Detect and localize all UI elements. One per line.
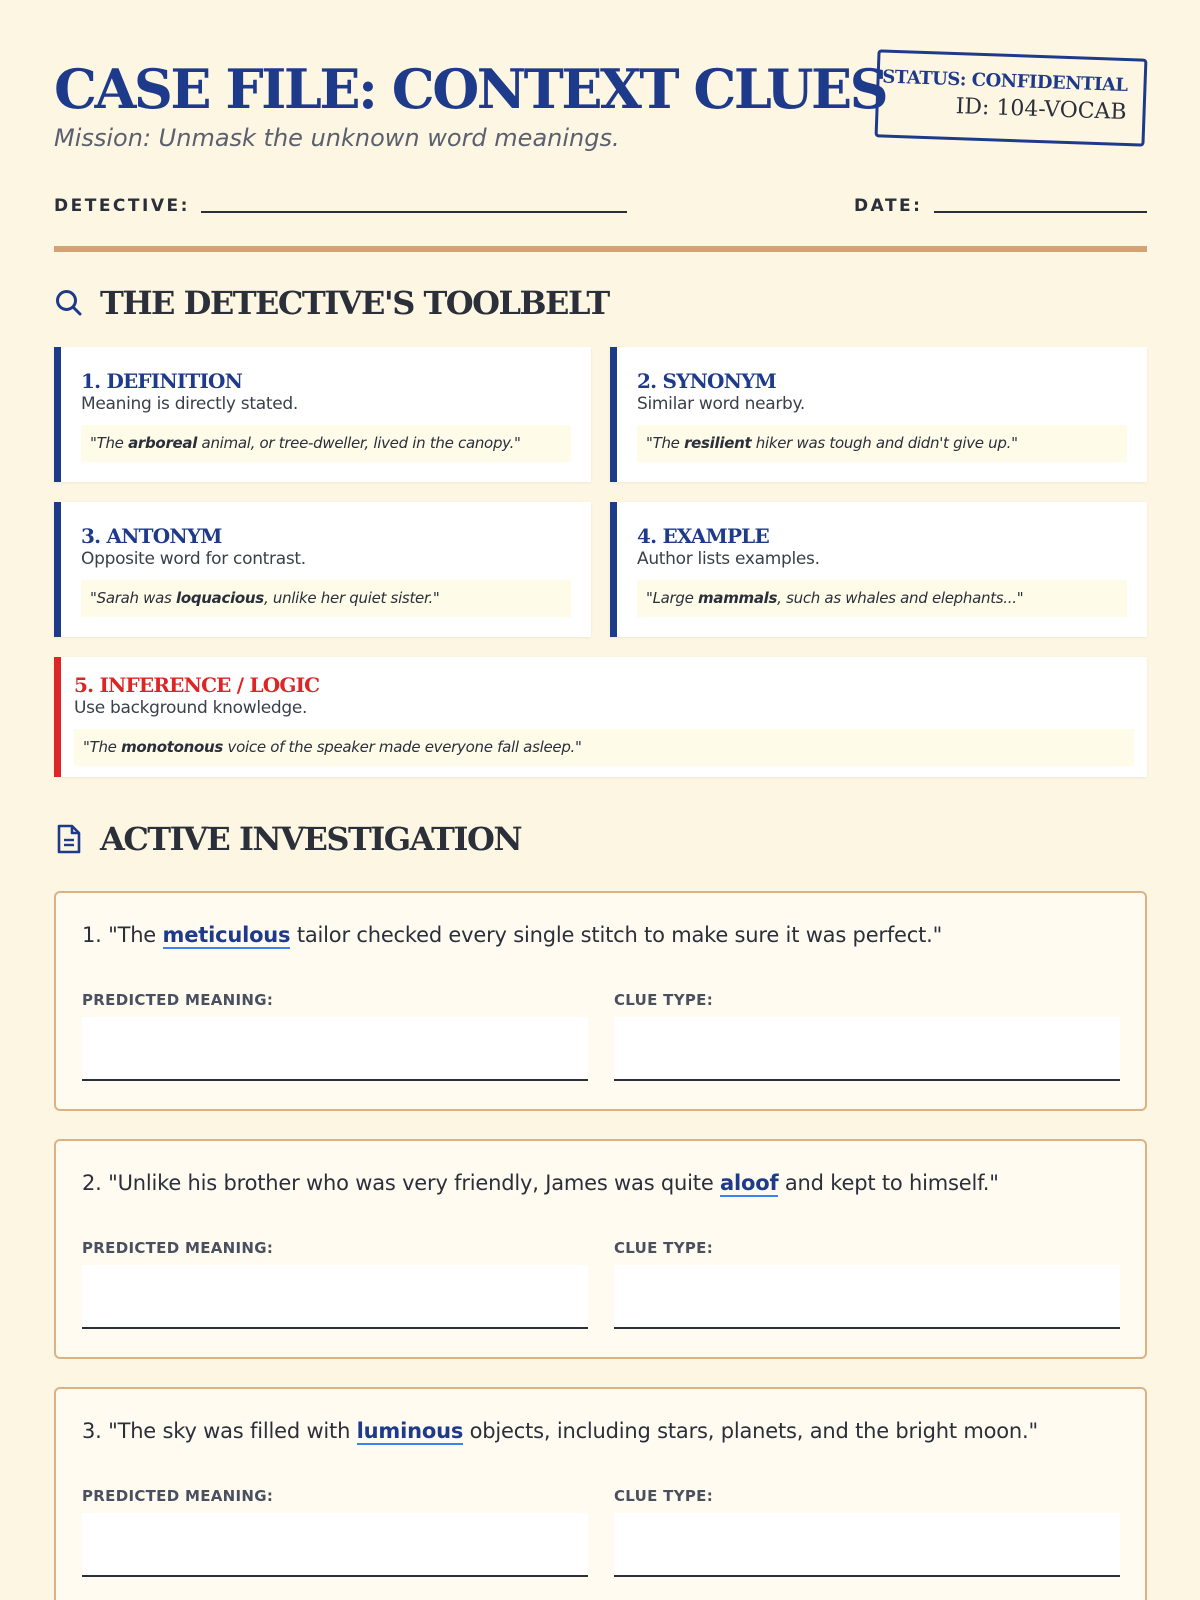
predicted-meaning-label: PREDICTED MEANING: (82, 1239, 274, 1257)
card-description: Use background knowledge. (74, 698, 308, 718)
example-text: voice of the speaker made everyone fall asleep." (223, 738, 582, 756)
document-icon (54, 823, 84, 855)
predicted-meaning-label: PREDICTED MEANING: (82, 991, 274, 1009)
example-text: , unlike her quiet sister." (263, 589, 440, 607)
predicted-meaning-input[interactable] (82, 1513, 588, 1577)
question-text (82, 1419, 1038, 1443)
confidential-stamp (875, 49, 1148, 146)
page-subtitle: Mission: Unmask the unknown word meanings. (54, 124, 620, 152)
example-text: "The (83, 738, 122, 756)
toolbelt-heading (54, 284, 609, 322)
card-title: 1. DEFINITION (81, 369, 243, 393)
card-example (637, 425, 1127, 462)
clue-card-antonym (54, 502, 591, 637)
example-target-word: arboreal (128, 434, 198, 452)
clue-card-example (610, 502, 1147, 637)
card-description: Author lists examples. (637, 549, 820, 569)
card-title: 5. INFERENCE / LOGIC (74, 673, 320, 697)
question-text-part: 3. "The sky was filled with (82, 1419, 357, 1443)
example-text: "Sarah was (90, 589, 176, 607)
question-card-3 (54, 1387, 1147, 1600)
clue-type-input[interactable] (614, 1265, 1120, 1329)
question-text-part: 1. "The (82, 923, 163, 947)
card-example (637, 580, 1127, 617)
stamp-id: ID: 104-VOCAB (955, 94, 1127, 126)
investigation-heading (54, 820, 521, 858)
question-text-part: objects, including stars, planets, and the bright moon." (463, 1419, 1038, 1443)
question-text-part: and kept to himself." (778, 1171, 999, 1195)
date-input-line[interactable] (934, 211, 1147, 213)
target-word: luminous (356, 1419, 464, 1443)
question-text-part: tailor checked every single stitch to make sure it was perfect." (290, 923, 943, 947)
card-example (74, 729, 1134, 766)
clue-card-synonym (610, 347, 1147, 482)
card-title: 3. ANTONYM (81, 524, 222, 548)
clue-card-definition (54, 347, 591, 482)
header-divider (54, 246, 1147, 252)
example-target-word: resilient (684, 434, 752, 452)
clue-type-input[interactable] (614, 1017, 1120, 1081)
question-card-1 (54, 891, 1147, 1111)
toolbelt-title: THE DETECTIVE'S TOOLBELT (100, 284, 609, 322)
example-target-word: monotonous (121, 738, 224, 756)
question-text-part: 2. "Unlike his brother who was very friendly, James was quite (82, 1171, 721, 1195)
example-text: "The (646, 434, 685, 452)
question-text (82, 923, 942, 947)
example-text: "Large (646, 589, 699, 607)
detective-field-label: DETECTIVE: (54, 196, 190, 216)
clue-card-inference (54, 657, 1147, 777)
date-field-label: DATE: (854, 196, 923, 216)
card-title: 2. SYNONYM (637, 369, 776, 393)
page-header (54, 56, 886, 152)
predicted-meaning-input[interactable] (82, 1265, 588, 1329)
clue-type-label: CLUE TYPE: (614, 1487, 714, 1505)
example-text: hiker was tough and didn't give up." (751, 434, 1018, 452)
predicted-meaning-input[interactable] (82, 1017, 588, 1081)
stamp-status: STATUS: CONFIDENTIAL (882, 66, 1128, 97)
card-description: Meaning is directly stated. (81, 394, 298, 414)
example-text: , such as whales and elephants..." (777, 589, 1024, 607)
question-card-2 (54, 1139, 1147, 1359)
page-title: CASE FILE: CONTEXT CLUES (54, 57, 887, 121)
target-word: aloof (720, 1171, 779, 1195)
predicted-meaning-label: PREDICTED MEANING: (82, 1487, 274, 1505)
search-icon (54, 288, 84, 318)
example-target-word: loquacious (176, 589, 264, 607)
card-title: 4. EXAMPLE (637, 524, 769, 548)
clue-type-label: CLUE TYPE: (614, 991, 714, 1009)
card-example (81, 580, 571, 617)
clue-type-label: CLUE TYPE: (614, 1239, 714, 1257)
card-example (81, 425, 571, 462)
example-text: animal, or tree-dweller, lived in the canopy." (197, 434, 521, 452)
investigation-title: ACTIVE INVESTIGATION (100, 820, 522, 858)
example-target-word: mammals (698, 589, 778, 607)
card-description: Similar word nearby. (637, 394, 805, 414)
detective-input-line[interactable] (201, 211, 627, 213)
clue-type-input[interactable] (614, 1513, 1120, 1577)
target-word: meticulous (162, 923, 291, 947)
question-text (82, 1171, 999, 1195)
example-text: "The (90, 434, 129, 452)
card-description: Opposite word for contrast. (81, 549, 306, 569)
